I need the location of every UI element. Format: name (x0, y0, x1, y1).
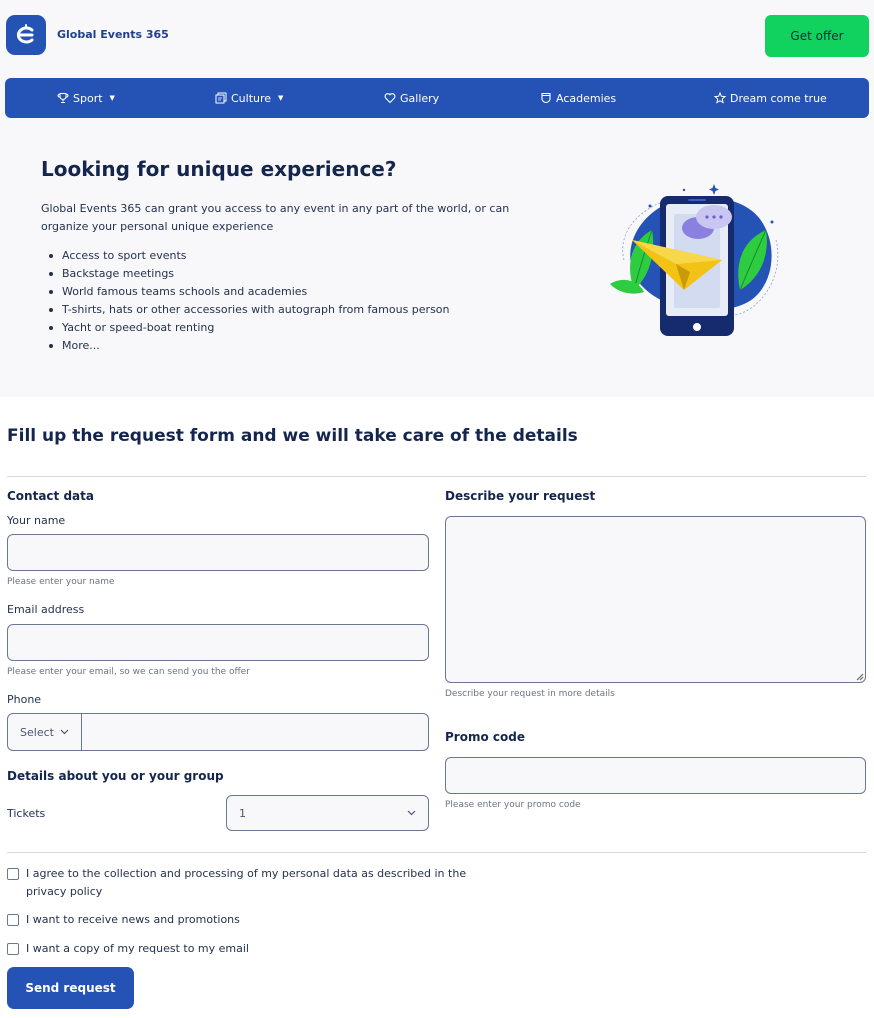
news-label: I want to receive news and promotions (26, 913, 240, 926)
list-item: T-shirts, hats or other accessories with autograph from famous person (62, 301, 450, 319)
heart-icon (384, 92, 396, 104)
details-heading: Details about you or your group (7, 769, 224, 783)
nav-label: Dream come true (730, 91, 827, 105)
brand-logo[interactable] (6, 15, 46, 55)
phone-paper-plane-illustration (604, 180, 784, 340)
phone-code-select[interactable] (8, 714, 82, 750)
nav-item-dream-come-true[interactable] (714, 78, 827, 118)
tickets-value: 1 (239, 806, 246, 820)
tickets-label: Tickets (7, 807, 46, 820)
nav-item-sport[interactable] (57, 78, 115, 118)
nav-item-culture[interactable] (215, 78, 283, 118)
name-label: Your name (7, 514, 66, 527)
list-item: Backstage meetings (62, 265, 450, 283)
chevron-down-icon (60, 729, 69, 735)
phone-code-value: Select (20, 725, 54, 739)
copy-label: I want a copy of my request to my email (26, 942, 249, 955)
brand-name[interactable]: Global Events 365 (57, 28, 169, 41)
chevron-down-icon (407, 810, 416, 816)
nav-label: Sport (73, 91, 103, 105)
list-item: Access to sport events (62, 247, 450, 265)
email-label: Email address (7, 603, 85, 616)
caret-down-icon: ▼ (278, 94, 284, 102)
trophy-icon (57, 92, 69, 104)
form-divider-bottom (7, 852, 866, 853)
consent-checkbox[interactable] (7, 868, 19, 880)
list-item: World famous teams schools and academies (62, 283, 450, 301)
resize-handle-icon[interactable] (855, 672, 864, 681)
nav-item-academies[interactable] (540, 78, 616, 118)
tickets-icon (215, 92, 227, 104)
promo-hint: Please enter your promo code (445, 800, 581, 810)
shield-icon (540, 92, 552, 104)
email-input[interactable] (7, 624, 429, 661)
nav-label: Gallery (400, 91, 440, 105)
main-nav (5, 78, 869, 118)
send-request-button[interactable]: Send request (7, 967, 134, 1009)
promo-heading: Promo code (445, 730, 525, 744)
news-row (7, 913, 240, 929)
consent-text (26, 865, 466, 901)
consent-line: I agree to the collection and processing of my personal data as described in the (26, 867, 467, 880)
nav-label: Academies (556, 91, 617, 105)
logo-e-icon (12, 21, 40, 49)
request-heading: Describe your request (445, 489, 596, 503)
request-hint: Describe your request in more details (445, 689, 615, 699)
copy-row (7, 942, 249, 958)
list-item: Yacht or speed-boat renting (62, 319, 450, 337)
phone-input[interactable] (82, 714, 428, 750)
contact-heading: Contact data (7, 489, 94, 503)
privacy-policy-link[interactable]: privacy policy (26, 885, 103, 898)
caret-down-icon: ▼ (109, 94, 115, 102)
list-item[interactable]: More... (62, 337, 450, 355)
promo-input[interactable] (445, 757, 866, 794)
nav-item-gallery[interactable] (384, 78, 439, 118)
nav-label: Culture (231, 91, 272, 105)
phone-field (7, 713, 429, 751)
form-divider-top (7, 476, 866, 477)
hero-title: Looking for unique experience? (41, 157, 397, 181)
request-textarea[interactable] (445, 516, 866, 683)
name-hint: Please enter your name (7, 577, 115, 587)
phone-label: Phone (7, 693, 42, 706)
form-title: Fill up the request form and we will take care of the details (7, 426, 578, 446)
name-input[interactable] (7, 534, 429, 571)
get-offer-button[interactable]: Get offer (765, 15, 869, 57)
hero-bullet-list (62, 247, 450, 355)
tickets-select[interactable] (226, 795, 429, 831)
star-icon (714, 92, 726, 104)
email-hint: Please enter your email, so we can send you the offer (7, 667, 250, 677)
news-checkbox[interactable] (7, 914, 19, 926)
hero-description: Global Events 365 can grant you access to any event in any part of the world, or can organize your personal unique experience (41, 202, 510, 233)
consent-row (7, 867, 466, 901)
copy-checkbox[interactable] (7, 943, 19, 955)
